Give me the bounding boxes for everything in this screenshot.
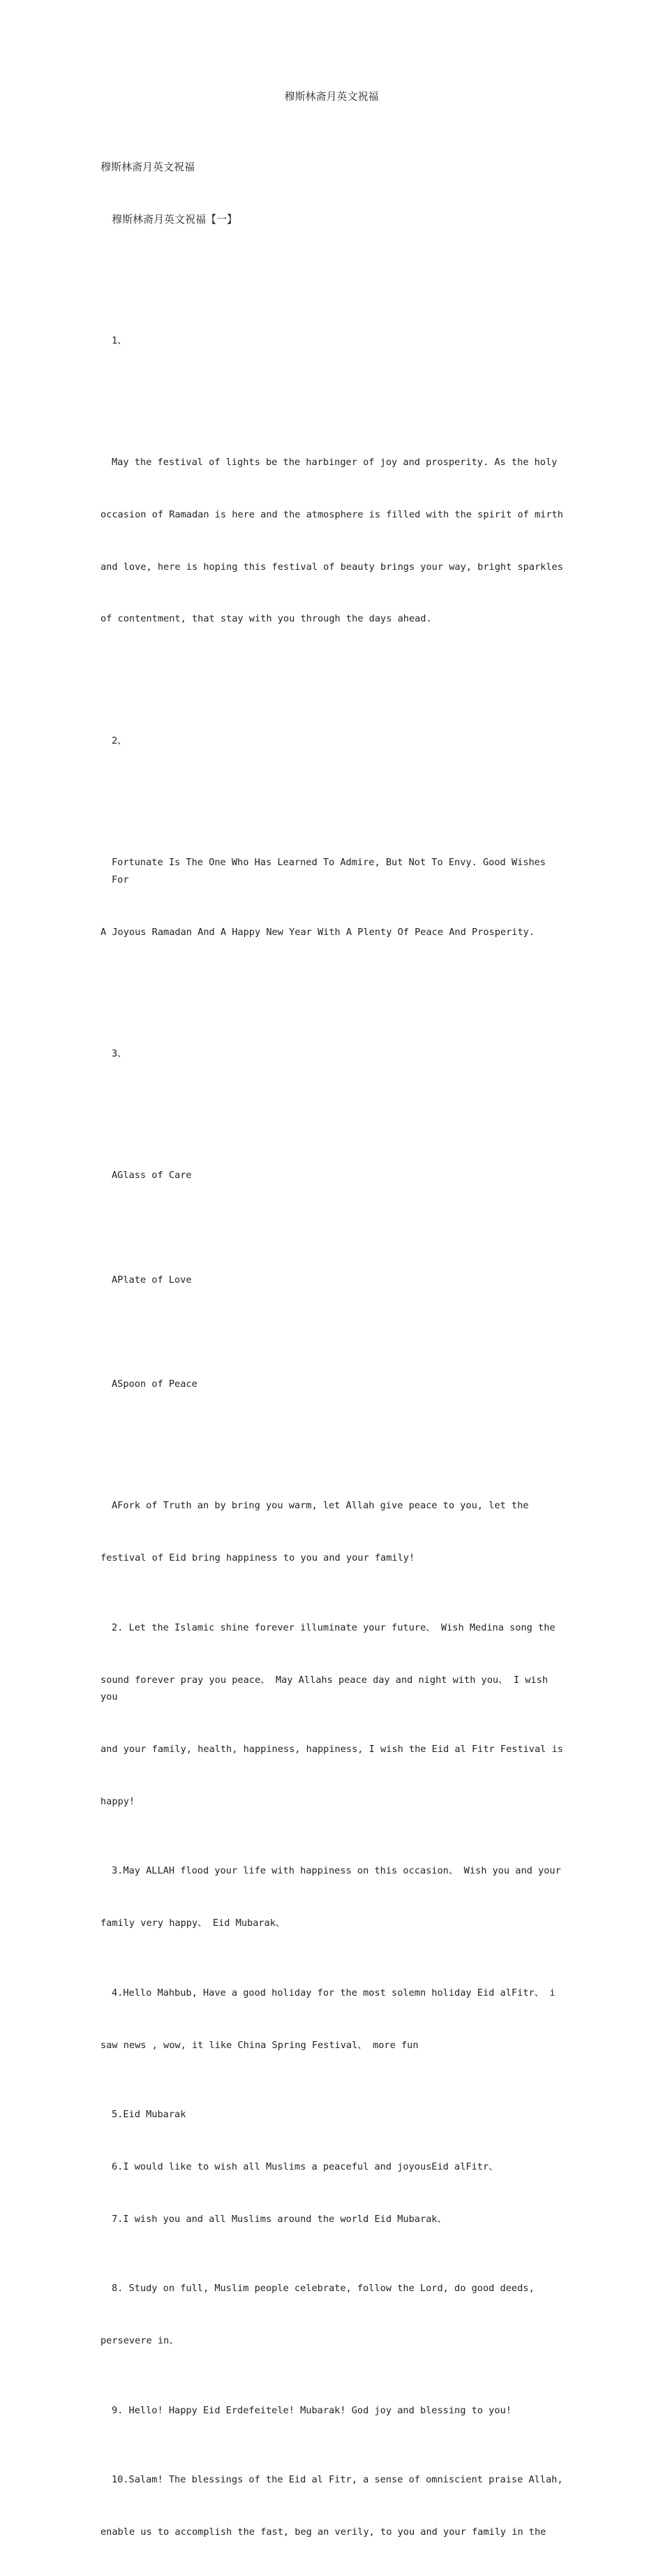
wish-2-line: 2. Let the Islamic shine forever illuminate your future、 Wish Medina song the [112, 1621, 556, 1633]
line-spoon: ASpoon of Peace [112, 1378, 198, 1390]
spacer [100, 1098, 568, 1115]
item-number-1: 1、 [112, 334, 127, 346]
spacer [100, 976, 568, 993]
paragraph-1-line: and love, here is hoping this festival of beauty brings your way, bright sparkles [100, 561, 563, 573]
wish-5: 5.Eid Mubarak [112, 2109, 186, 2121]
wish-3-line: 3.May ALLAH flood your life with happiness on this occasion、 Wish you and your [112, 1865, 561, 1877]
wish-4-line: 4.Hello Mahbub, Have a good holiday for the most solemn holiday Eid alFitr、 i [112, 1987, 556, 1999]
wish-4-line: saw news , wow, it like China Spring Festival、 more fun [100, 2039, 419, 2051]
spacer [100, 1219, 568, 1237]
spacer [100, 784, 568, 802]
spacer [100, 263, 568, 280]
paragraph-1-line: occasion of Ramadan is here and the atmosphere is filled with the spirit of mirth [100, 508, 563, 520]
wish-8-line: 8. Study on full, Muslim people celebrate, follow the Lord, do good deeds, [112, 2283, 535, 2295]
wish-3-line: family very happy、 Eid Mubarak、 [100, 1918, 285, 1929]
paragraph-2-line: A Joyous Ramadan And A Happy New Year With A Plenty Of Peace And Prosperity. [100, 926, 535, 938]
document-title: 穆斯林斋月英文祝福 [284, 90, 379, 103]
spacer [100, 663, 568, 680]
spacer [100, 385, 568, 402]
section-subheading: 穆斯林斋月英文祝福【一】 [112, 212, 238, 226]
item-number-3: 3、 [112, 1047, 127, 1059]
wish-9: 9. Hello! Happy Eid Erdefeitele! Mubarak! God joy and blessing to you! [112, 2404, 512, 2416]
wish-2-line: and your family, health, happiness, happiness, I wish the Eid al Fitr Festival is [100, 1744, 563, 1756]
wish-10-line: enable us to accomplish the fast, beg an verily, to you and your family in the [100, 2526, 546, 2538]
document-body [100, 124, 568, 2576]
line-plate: APlate of Love [112, 1274, 192, 1286]
spacer [100, 1428, 568, 1445]
wish-10-line: 10.Salam! The blessings of the Eid al Fitr, a sense of omniscient praise Allah, [112, 2474, 563, 2486]
wish-8-line: persevere in、 [100, 2334, 179, 2346]
wish-6: 6.I would like to wish all Muslims a peaceful and joyousEid alFitr、 [112, 2161, 498, 2172]
section-heading: 穆斯林斋月英文祝福 [100, 160, 195, 173]
wish-2-line: sound forever pray you peace、 May Allahs peace day and night with you、 I wish you [100, 1674, 554, 1703]
spacer [100, 1323, 568, 1341]
wish-2-line: happy! [100, 1795, 135, 1807]
line-glass: AGlass of Care [112, 1170, 192, 1182]
paragraph-fork-line: AFork of Truth an by bring you warm, let Allah give peace to you, let the [112, 1500, 529, 1512]
paragraph-1-line: May the festival of lights be the harbinger of joy and prosperity. As the holy [112, 457, 558, 469]
wish-7: 7.I wish you and all Muslims around the world Eid Mubarak、 [112, 2213, 447, 2225]
paragraph-2-line: Fortunate Is The One Who Has Learned To Admire, But Not To Envy. Good Wishes For [112, 857, 552, 885]
paragraph-1-line: of contentment, that stay with you through the days ahead. [100, 613, 432, 625]
item-number-2: 2、 [112, 735, 127, 746]
paragraph-fork-line: festival of Eid bring happiness to you and your family! [100, 1552, 415, 1564]
